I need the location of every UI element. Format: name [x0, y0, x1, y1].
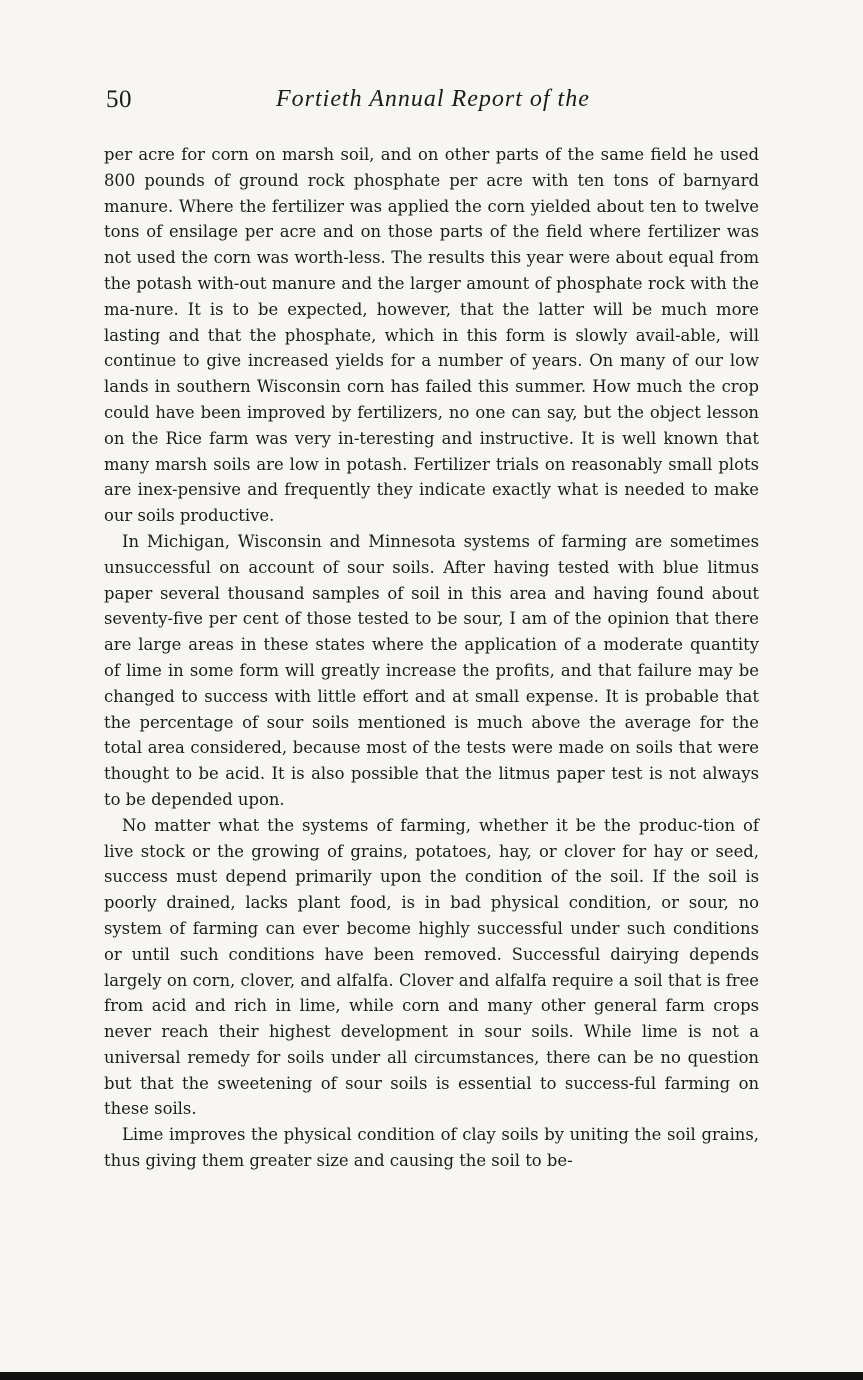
- paragraph-continued: per acre for corn on marsh soil, and on other parts of the same field he used 800 pounds of ground rock phosphate per acre with ten tons of barnyard manure. Where the fertilizer was applied the corn yielded about ten to twelve tons of ensilage per acre and on those parts of the field where fertilizer was not used the corn was worth-less. The results this year were about equal from the potash with-out manure and the larger amount of phosphate rock with the ma-nure. It is to be expected, however, that the latter will be much more lasting and that the phosphate, which in this form is slowly avail-able, will continue to give increased yields for a number of years. On many of our low lands in southern Wisconsin corn has failed this summer. How much the crop could have been improved by fertilizers, no one can say, but the object lesson on the Rice farm was very in-teresting and instructive. It is well known that many marsh soils are low in potash. Fertilizer trials on reasonably small plots are inex-pensive and frequently they indicate exactly what is needed to make our soils productive.: [104, 145, 759, 526]
- body-text: [104, 142, 759, 1174]
- page-header: [106, 82, 756, 122]
- paragraph-systems-of-farming: No matter what the systems of farming, whether it be the produc-tion of live stock or the growing of grains, potatoes, hay, or clover for hay or seed, success must depend primarily upon the condition of the soil. If the soil is poorly drained, lacks plant food, is in bad physical condition, or sour, no system of farming can ever become highly successful under such conditions or until such conditions have been removed. Successful dairying depends largely on corn, clover, and alfalfa. Clover and alfalfa require a soil that is free from acid and rich in lime, while corn and many other general farm crops never reach their highest development in sour soils. While lime is not a universal remedy for soils under all circumstances, there can be no question but that the sweetening of sour soils is essential to success-ful farming on these soils.: [104, 815, 759, 1119]
- bottom-edge-bar: [0, 1372, 863, 1380]
- page-number: 50: [106, 86, 132, 113]
- paragraph-lime-improves: Lime improves the physical condition of clay soils by uniting the soil grains, thus giving them greater size and causing the soil to be-: [104, 1125, 759, 1171]
- running-title: Fortieth Annual Report of the: [276, 86, 590, 112]
- paragraph-sour-soils: In Michigan, Wisconsin and Minnesota systems of farming are sometimes unsuccessful on account of sour soils. After having tested with blue litmus paper several thousand samples of soil in this area and having found about seventy-five per cent of those tested to be sour, I am of the opinion that there are large areas in these states where the application of a moderate quantity of lime in some form will greatly increase the profits, and that failure may be changed to success with little effort and at small expense. It is probable that the percentage of sour soils mentioned is much above the average for the total area considered, because most of the tests were made on soils that were thought to be acid. It is also possible that the litmus paper test is not always to be depended upon.: [104, 531, 759, 809]
